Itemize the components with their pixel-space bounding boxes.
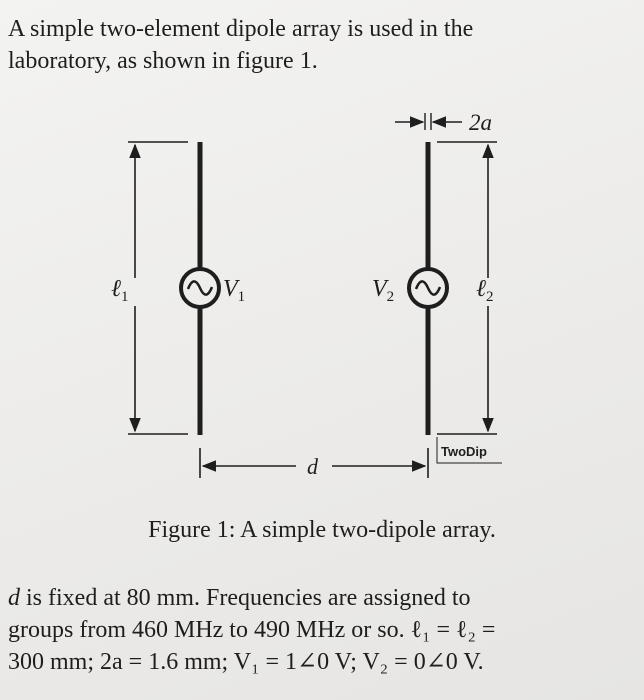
figure-caption: Figure 1: A simple two-dipole array. xyxy=(148,517,496,543)
spacing-symbol: d xyxy=(8,585,20,611)
intro-line-1: A simple two-element dipole array is used in the xyxy=(8,16,474,42)
body-line-1: d is fixed at 80 mm. Frequencies are assigned to xyxy=(8,585,471,611)
body-line-2: groups from 460 MHz to 490 MHz or so. ℓ₁ = ℓ₂ = xyxy=(8,617,496,643)
intro-paragraph xyxy=(8,13,614,77)
source-1-sine xyxy=(188,281,212,294)
dipole-array-figure xyxy=(0,100,644,500)
spacing-label: d xyxy=(307,454,318,479)
thickness-label: 2a xyxy=(469,110,492,135)
figure-tag: TwoDip xyxy=(441,444,487,459)
length-1-label: ℓ$_1$ xyxy=(111,276,129,305)
body-paragraph xyxy=(8,582,614,678)
intro-line-2: laboratory, as shown in figure 1. xyxy=(8,48,318,74)
voltage-1-label: $V_1$ xyxy=(223,276,246,305)
source-2-sine xyxy=(416,281,440,294)
voltage-2-label: $V_2$ xyxy=(372,276,395,305)
body-line-3: 300 mm; 2a = 1.6 mm; V₁ = 1∠0 V; V₂ = 0∠0 V. xyxy=(8,649,484,675)
length-2-label: ℓ$_2$ xyxy=(476,276,494,305)
